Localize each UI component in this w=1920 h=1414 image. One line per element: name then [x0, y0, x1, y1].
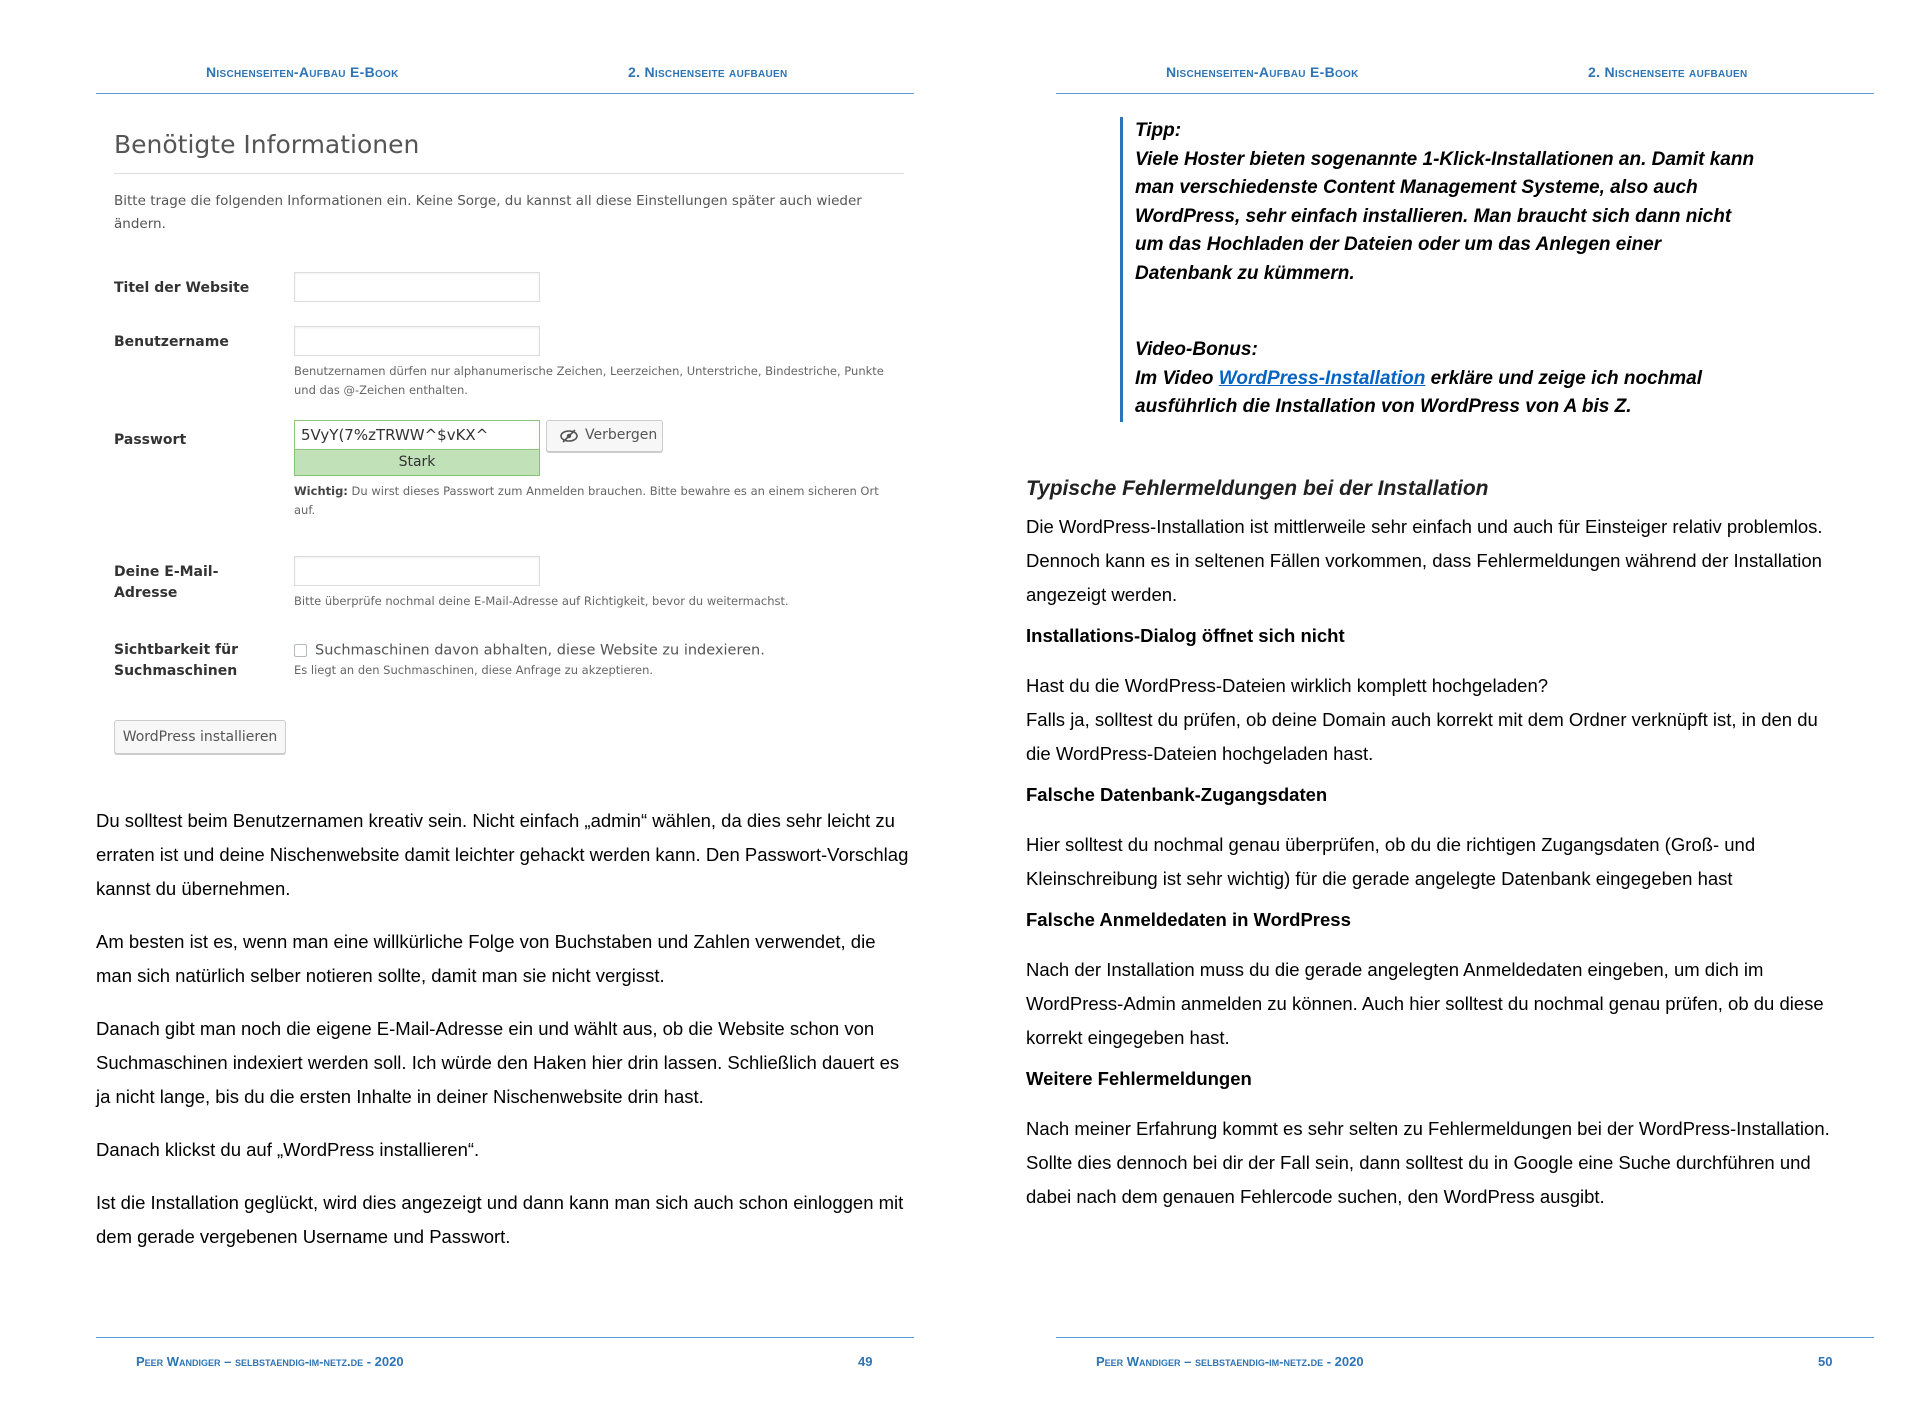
video-bonus-title: Video-Bonus:: [1135, 339, 1258, 360]
password-hint: Wichtig: Du wirst dieses Passwort zum Anmelden brauchen. Bitte bewahre es an einem sicheren Ort auf.: [294, 484, 879, 517]
wordpress-install-screenshot: [114, 130, 904, 770]
page-header: [1056, 64, 1874, 94]
header-chapter: 2. Nischenseite aufbauen: [628, 64, 788, 80]
search-engine-checkbox[interactable]: [294, 644, 307, 657]
paragraph: Falls ja, solltest du prüfen, ob deine Domain auch korrekt mit dem Ordner verknüpft ist, in den du die WordPress-Dateien hochgeladen hast.: [1026, 709, 1818, 764]
footer-author: Peer Wandiger – selbstaendig-im-netz.de - 2020: [136, 1354, 404, 1369]
paragraph: Hier solltest du nochmal genau überprüfen, ob du die richtigen Zugangsdaten (Groß- und Kleinschreibung ist sehr wichtig) für die gerade angelegte Datenbank eingegeben hast: [1026, 834, 1756, 889]
paragraph: Hast du die WordPress-Dateien wirklich komplett hochgeladen?: [1026, 675, 1549, 696]
hide-password-label: Verbergen: [585, 427, 658, 443]
wordpress-installation-link[interactable]: WordPress-Installation: [1218, 367, 1426, 389]
username-hint: Benutzernamen dürfen nur alphanumerische Zeichen, Leerzeichen, Unterstriche, Bindestriche, Punkte und das @-Zeichen enthalten.: [294, 364, 884, 397]
paragraph: Am besten ist es, wenn man eine willkürliche Folge von Buchstaben und Zahlen verwendet, die man sich natürlich selber notieren sollte, damit man sie nicht vergisst.: [96, 931, 876, 986]
paragraph: Die WordPress-Installation ist mittlerweile sehr einfach und auch für Einsteiger relativ problemlos. Dennoch kann es in seltenen Fällen vorkommen, dass Fehlermeldungen während der Installation angezeigt werden.: [1026, 516, 1823, 605]
left-body-text: [96, 804, 914, 1273]
paragraph: Nach der Installation muss du die gerade angelegten Anmeldedaten eingeben, um dich im WordPress-Admin anmelden zu können. Auch hier solltest du nochmal genau prüfen, ob du diese korrekt eingegeben hast.: [1026, 959, 1824, 1048]
subheading: Falsche Anmeldedaten in WordPress: [1026, 909, 1351, 930]
header-book-title: Nischenseiten-Aufbau E-Book: [206, 64, 399, 80]
page-footer: [1056, 1337, 1874, 1367]
email-hint: Bitte überprüfe nochmal deine E-Mail-Adresse auf Richtigkeit, bevor du weitermachst.: [294, 594, 789, 608]
paragraph: Danach klickst du auf „WordPress installieren“.: [96, 1139, 480, 1160]
tip-title: Tipp:: [1135, 120, 1182, 141]
site-title-label: Titel der Website: [114, 280, 250, 296]
right-body-text: [1026, 474, 1846, 1224]
tip-box: [1120, 117, 1760, 422]
form-title: Benötigte Informationen: [114, 130, 904, 174]
tip-text: Viele Hoster bieten sogenannte 1-Klick-Installationen an. Damit kann man verschiedenste Content Management Systeme, also auch WordPress, sehr einfach installieren. Man braucht sich dann nicht um das Hochladen der Dateien oder um das Anlegen einer Datenbank zu kümmern.: [1135, 148, 1755, 284]
paragraph: Ist die Installation geglückt, wird dies angezeigt und dann kann man sich auch schon einloggen mit dem gerade vergebenen Username und Passwort.: [96, 1192, 904, 1247]
hide-password-button[interactable]: [546, 420, 663, 452]
header-chapter: 2. Nischenseite aufbauen: [1588, 64, 1748, 80]
email-label: Deine E-Mail-Adresse: [114, 564, 219, 601]
video-bonus-text: Im Video WordPress-Installation erkläre und zeige ich nochmal ausführlich die Installation von WordPress von A bis Z.: [1135, 367, 1703, 417]
section-title: Typische Fehlermeldungen bei der Installation: [1026, 477, 1489, 500]
password-strength: Stark: [294, 450, 540, 476]
footer-author: Peer Wandiger – selbstaendig-im-netz.de - 2020: [1096, 1354, 1364, 1369]
header-book-title: Nischenseiten-Aufbau E-Book: [1166, 64, 1359, 80]
page-header: [96, 64, 914, 94]
paragraph: Du solltest beim Benutzernamen kreativ sein. Nicht einfach „admin“ wählen, da dies sehr leicht zu erraten ist und deine Nischenwebsite damit leichter gehackt werden kann. Den Passwort-Vorschlag kannst du übernehmen.: [96, 810, 909, 899]
paragraph: Danach gibt man noch die eigene E-Mail-Adresse ein und wählt aus, ob die Website schon von Suchmaschinen indexiert werden soll. Ich würde den Haken hier drin lassen. Schließlich dauert es ja nicht lange, bis du die ersten Inhalte in deiner Nischenwebsite drin hast.: [96, 1018, 900, 1107]
visibility-label: Sichtbarkeit für Suchmaschinen: [114, 642, 238, 679]
site-title-input[interactable]: [294, 272, 540, 302]
page-footer: [96, 1337, 914, 1367]
subheading: Weitere Fehlermeldungen: [1026, 1068, 1252, 1089]
page-number: 49: [858, 1354, 873, 1369]
subheading: Falsche Datenbank-Zugangsdaten: [1026, 784, 1328, 805]
search-engine-checkbox-label: Suchmaschinen davon abhalten, diese Website zu indexieren.: [315, 642, 765, 659]
password-label: Passwort: [114, 432, 187, 448]
page-number: 50: [1818, 1354, 1833, 1369]
paragraph: Nach meiner Erfahrung kommt es sehr selten zu Fehlermeldungen bei der WordPress-Installation. Sollte dies dennoch bei dir der Fall sein, dann solltest du in Google eine Suche durchführen und dabei nach dem genauen Fehlercode suchen, den WordPress ausgibt.: [1026, 1118, 1830, 1207]
install-wordpress-button[interactable]: WordPress installieren: [114, 720, 286, 754]
eye-slash-icon: [559, 428, 579, 444]
subheading: Installations-Dialog öffnet sich nicht: [1026, 625, 1345, 646]
username-input[interactable]: [294, 326, 540, 356]
email-input[interactable]: [294, 556, 540, 586]
form-intro: Bitte trage die folgenden Informationen ein. Keine Sorge, du kannst all diese Einstellungen später auch wieder ändern.: [114, 193, 862, 232]
password-input[interactable]: 5VyY(7%zTRWW^$vKX^: [294, 420, 540, 450]
username-label: Benutzername: [114, 334, 229, 350]
visibility-hint: Es liegt an den Suchmaschinen, diese Anfrage zu akzeptieren.: [294, 663, 654, 677]
